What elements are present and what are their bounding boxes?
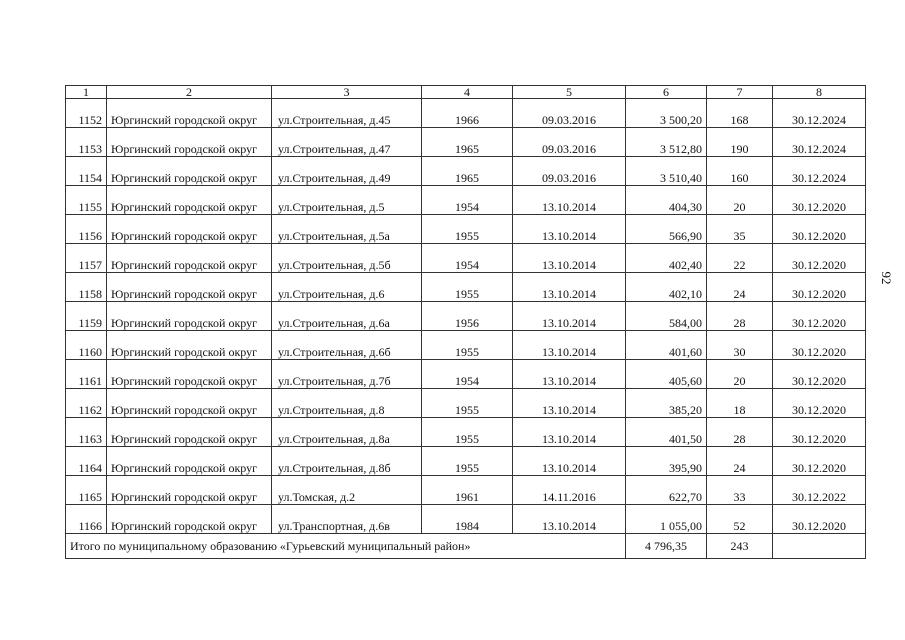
address-cell: ул.Строительная, д.5б (272, 244, 422, 273)
year-cell: 1955 (422, 331, 513, 360)
table-header (66, 86, 866, 99)
date-cell: 14.11.2016 (513, 476, 626, 505)
header-row (66, 86, 866, 99)
date-cell: 13.10.2014 (513, 215, 626, 244)
year-cell: 1955 (422, 418, 513, 447)
table-row (66, 476, 866, 505)
address-cell: ул.Строительная, д.47 (272, 128, 422, 157)
column-header-5: 5 (513, 86, 626, 99)
residents-cell: 24 (707, 273, 773, 302)
address-cell: ул.Строительная, д.6а (272, 302, 422, 331)
residents-cell: 30 (707, 331, 773, 360)
area-cell: 385,20 (626, 389, 707, 418)
planned-date-cell: 30.12.2020 (773, 244, 866, 273)
area-cell: 404,30 (626, 186, 707, 215)
municipality-cell: Юргинский городской округ (107, 360, 272, 389)
residents-cell: 20 (707, 186, 773, 215)
residents-cell: 35 (707, 215, 773, 244)
address-cell: ул.Строительная, д.49 (272, 157, 422, 186)
date-cell: 13.10.2014 (513, 418, 626, 447)
municipality-cell: Юргинский городской округ (107, 418, 272, 447)
year-cell: 1965 (422, 128, 513, 157)
residents-cell: 22 (707, 244, 773, 273)
address-cell: ул.Строительная, д.6 (272, 273, 422, 302)
planned-date-cell: 30.12.2024 (773, 157, 866, 186)
table-row (66, 505, 866, 534)
year-cell: 1954 (422, 186, 513, 215)
planned-date-cell: 30.12.2020 (773, 273, 866, 302)
municipality-cell: Юргинский городской округ (107, 128, 272, 157)
row-number: 1158 (66, 273, 107, 302)
address-cell: ул.Строительная, д.5 (272, 186, 422, 215)
column-header-6: 6 (626, 86, 707, 99)
housing-table (65, 85, 866, 559)
residents-cell: 168 (707, 99, 773, 128)
area-cell: 622,70 (626, 476, 707, 505)
address-cell: ул.Строительная, д.7б (272, 360, 422, 389)
date-cell: 13.10.2014 (513, 505, 626, 534)
column-header-3: 3 (272, 86, 422, 99)
date-cell: 13.10.2014 (513, 273, 626, 302)
planned-date-cell: 30.12.2020 (773, 418, 866, 447)
area-cell: 402,40 (626, 244, 707, 273)
year-cell: 1965 (422, 157, 513, 186)
date-cell: 13.10.2014 (513, 447, 626, 476)
area-cell: 3 500,20 (626, 99, 707, 128)
planned-date-cell: 30.12.2020 (773, 331, 866, 360)
municipality-cell: Юргинский городской округ (107, 447, 272, 476)
table-row (66, 360, 866, 389)
table-row (66, 99, 866, 128)
year-cell: 1955 (422, 215, 513, 244)
year-cell: 1961 (422, 476, 513, 505)
row-number: 1164 (66, 447, 107, 476)
year-cell: 1955 (422, 273, 513, 302)
area-cell: 402,10 (626, 273, 707, 302)
table-body (66, 99, 866, 559)
table-row (66, 244, 866, 273)
date-cell: 13.10.2014 (513, 360, 626, 389)
year-cell: 1955 (422, 389, 513, 418)
address-cell: ул.Транспортная, д.6в (272, 505, 422, 534)
planned-date-cell: 30.12.2020 (773, 302, 866, 331)
municipality-cell: Юргинский городской округ (107, 186, 272, 215)
area-cell: 566,90 (626, 215, 707, 244)
planned-date-cell: 30.12.2020 (773, 389, 866, 418)
row-number: 1155 (66, 186, 107, 215)
row-number: 1161 (66, 360, 107, 389)
residents-cell: 28 (707, 418, 773, 447)
planned-date-cell: 30.12.2020 (773, 447, 866, 476)
planned-date-cell: 30.12.2024 (773, 99, 866, 128)
column-header-7: 7 (707, 86, 773, 99)
year-cell: 1956 (422, 302, 513, 331)
table-row (66, 389, 866, 418)
row-number: 1157 (66, 244, 107, 273)
municipality-cell: Юргинский городской округ (107, 302, 272, 331)
municipality-cell: Юргинский городской округ (107, 215, 272, 244)
date-cell: 09.03.2016 (513, 99, 626, 128)
year-cell: 1984 (422, 505, 513, 534)
column-header-8: 8 (773, 86, 866, 99)
date-cell: 13.10.2014 (513, 302, 626, 331)
residents-cell: 160 (707, 157, 773, 186)
page-number: 92 (879, 271, 894, 285)
residents-cell: 52 (707, 505, 773, 534)
total-label: Итого по муниципальному образованию «Гурьевский муниципальный район» (66, 534, 626, 559)
total-residents: 243 (707, 534, 773, 559)
year-cell: 1955 (422, 447, 513, 476)
year-cell: 1966 (422, 99, 513, 128)
date-cell: 09.03.2016 (513, 128, 626, 157)
area-cell: 3 512,80 (626, 128, 707, 157)
planned-date-cell: 30.12.2020 (773, 505, 866, 534)
column-header-1: 1 (66, 86, 107, 99)
area-cell: 395,90 (626, 447, 707, 476)
row-number: 1162 (66, 389, 107, 418)
date-cell: 09.03.2016 (513, 157, 626, 186)
column-header-2: 2 (107, 86, 272, 99)
area-cell: 584,00 (626, 302, 707, 331)
municipality-cell: Юргинский городской округ (107, 331, 272, 360)
address-cell: ул.Строительная, д.5а (272, 215, 422, 244)
area-cell: 1 055,00 (626, 505, 707, 534)
date-cell: 13.10.2014 (513, 244, 626, 273)
planned-date-cell: 30.12.2024 (773, 128, 866, 157)
municipality-cell: Юргинский городской округ (107, 244, 272, 273)
residents-cell: 18 (707, 389, 773, 418)
table-row (66, 447, 866, 476)
total-row (66, 534, 866, 559)
residents-cell: 24 (707, 447, 773, 476)
row-number: 1159 (66, 302, 107, 331)
area-cell: 405,60 (626, 360, 707, 389)
municipality-cell: Юргинский городской округ (107, 157, 272, 186)
total-area: 4 796,35 (626, 534, 707, 559)
address-cell: ул.Томская, д.2 (272, 476, 422, 505)
planned-date-cell: 30.12.2020 (773, 186, 866, 215)
date-cell: 13.10.2014 (513, 389, 626, 418)
residents-cell: 33 (707, 476, 773, 505)
address-cell: ул.Строительная, д.8 (272, 389, 422, 418)
row-number: 1154 (66, 157, 107, 186)
area-cell: 401,60 (626, 331, 707, 360)
table-row (66, 273, 866, 302)
municipality-cell: Юргинский городской округ (107, 273, 272, 302)
row-number: 1156 (66, 215, 107, 244)
row-number: 1165 (66, 476, 107, 505)
municipality-cell: Юргинский городской округ (107, 476, 272, 505)
municipality-cell: Юргинский городской округ (107, 505, 272, 534)
year-cell: 1954 (422, 244, 513, 273)
row-number: 1153 (66, 128, 107, 157)
address-cell: ул.Строительная, д.6б (272, 331, 422, 360)
municipality-cell: Юргинский городской округ (107, 389, 272, 418)
address-cell: ул.Строительная, д.8а (272, 418, 422, 447)
residents-cell: 190 (707, 128, 773, 157)
table-row (66, 418, 866, 447)
table-row (66, 128, 866, 157)
table-row (66, 186, 866, 215)
planned-date-cell: 30.12.2020 (773, 215, 866, 244)
table-row (66, 215, 866, 244)
document-page (65, 85, 865, 559)
total-empty-cell (773, 534, 866, 559)
row-number: 1160 (66, 331, 107, 360)
row-number: 1152 (66, 99, 107, 128)
address-cell: ул.Строительная, д.45 (272, 99, 422, 128)
table-row (66, 302, 866, 331)
year-cell: 1954 (422, 360, 513, 389)
area-cell: 3 510,40 (626, 157, 707, 186)
date-cell: 13.10.2014 (513, 331, 626, 360)
row-number: 1166 (66, 505, 107, 534)
planned-date-cell: 30.12.2020 (773, 360, 866, 389)
address-cell: ул.Строительная, д.8б (272, 447, 422, 476)
area-cell: 401,50 (626, 418, 707, 447)
planned-date-cell: 30.12.2022 (773, 476, 866, 505)
municipality-cell: Юргинский городской округ (107, 99, 272, 128)
row-number: 1163 (66, 418, 107, 447)
date-cell: 13.10.2014 (513, 186, 626, 215)
residents-cell: 20 (707, 360, 773, 389)
residents-cell: 28 (707, 302, 773, 331)
table-row (66, 331, 866, 360)
table-row (66, 157, 866, 186)
column-header-4: 4 (422, 86, 513, 99)
